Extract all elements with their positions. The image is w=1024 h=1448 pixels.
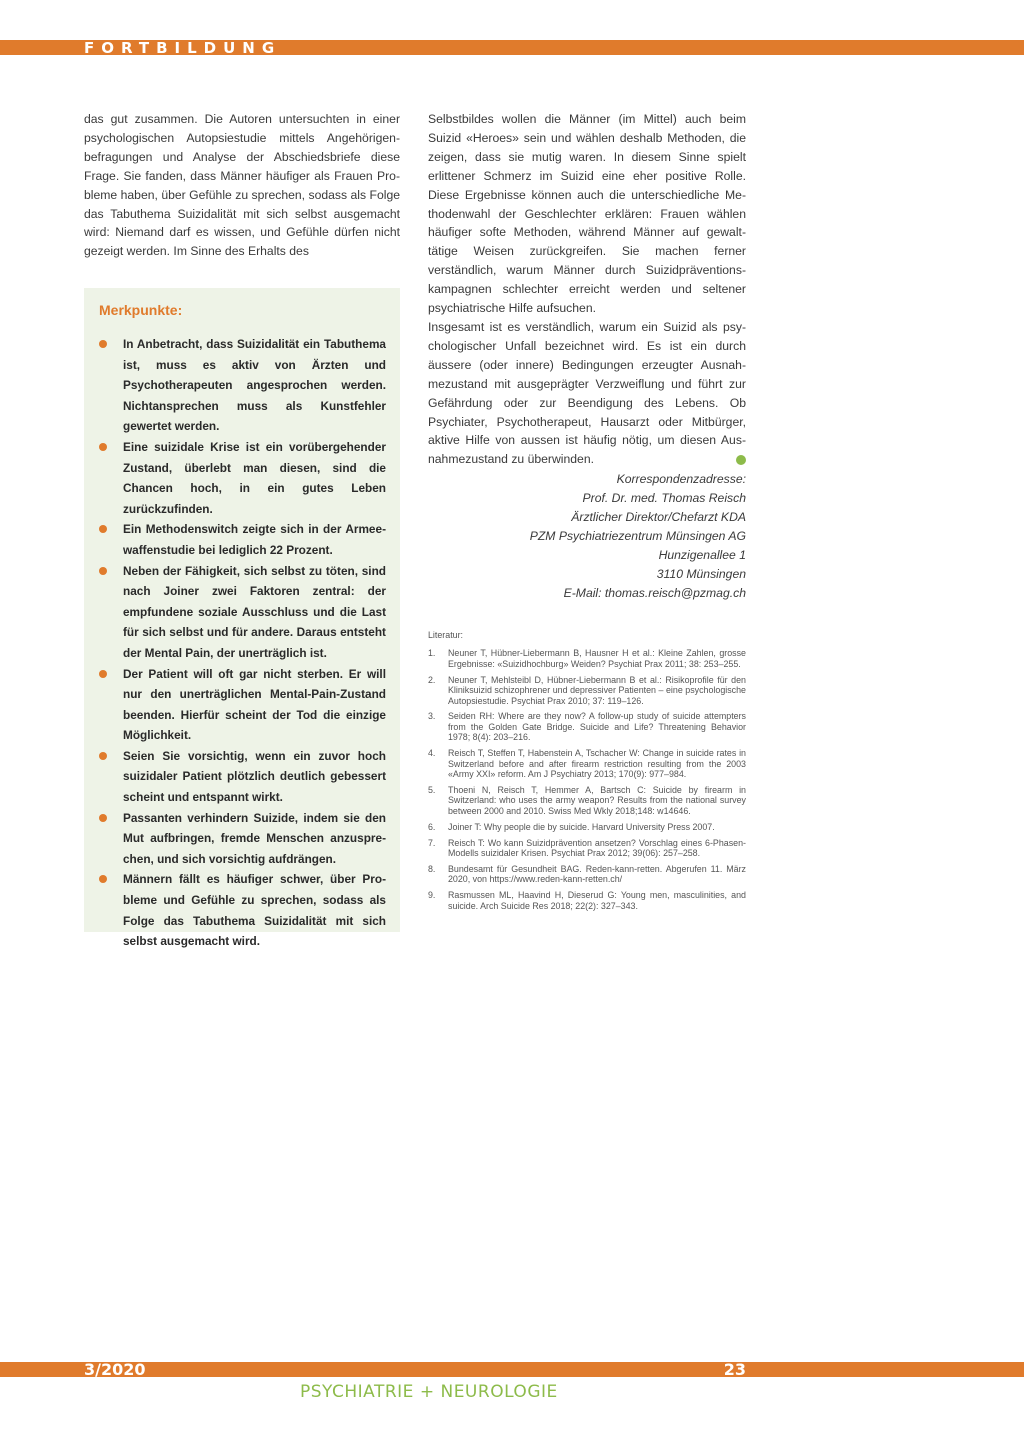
literature-item bbox=[428, 748, 746, 779]
literature-item bbox=[428, 864, 746, 885]
literature-item bbox=[428, 890, 746, 911]
literature-text: Joiner T: Why people die by suicide. Harvard University Press 2007. bbox=[448, 821, 715, 832]
literature-text: Reisch T, Steffen T, Habenstein A, Tschacher W: Change in suicide rates in Switzerland before and after firearm restriction resulting from the 2003 «Army XXI» reform. Am J Psychiatry 2013; 170(9): 977–984. bbox=[448, 748, 746, 779]
merkpunkt-item bbox=[99, 437, 386, 519]
correspondence-address bbox=[428, 470, 746, 603]
literature-text: Reisch T: Wo kann Suizidprävention ansetzen? Vorschlag eines 6-Phasen-Modells suizidaler Krisen. Psychiat Prax 2012; 39(06): 257–258. bbox=[448, 837, 746, 858]
merkpunkt-item bbox=[99, 869, 386, 951]
issue-label: 3/2020 bbox=[84, 1360, 146, 1379]
merkpunkt-item bbox=[99, 561, 386, 664]
end-marker-icon bbox=[736, 455, 746, 465]
literature-item bbox=[428, 785, 746, 816]
address-street: Hunzigenallee 1 bbox=[658, 548, 746, 562]
literature-number: 2. bbox=[428, 674, 436, 685]
literature bbox=[428, 630, 746, 916]
merkpunkt-text: Eine suizidale Krise ist ein vorübergehender Zustand, überlebt man diesen, sind die Chancen hoch, in ein gutes Leben zurückzufinden. bbox=[123, 439, 386, 516]
literature-item bbox=[428, 675, 746, 706]
literature-list bbox=[428, 648, 746, 911]
literature-number: 9. bbox=[428, 890, 436, 901]
bullet-icon bbox=[99, 752, 107, 760]
literature-text: Neuner T, Mehlsteibl D, Hübner-Liebermann B et al.: Risikoprofile für den Kliniksuizid schizophrener und depressiver Patienten – eine psychologische Autopsiestudie. Psychiat Prax 2010; 37: 119–126. bbox=[448, 674, 746, 706]
bullet-icon bbox=[99, 875, 107, 883]
journal-name: PSYCHIATRIE + NEUROLOGIE bbox=[300, 1382, 558, 1402]
literature-number: 5. bbox=[428, 784, 436, 795]
literature-text: Bundesamt für Gesundheit BAG. Reden-kann-retten. Abgerufen 11. März 2020, von https://www.reden-kann-retten.ch/ bbox=[448, 863, 746, 885]
literature-text: Thoeni N, Reisch T, Hemmer A, Bartsch C: Suicide by firearm in Switzerland: who uses the army weapon? Results from the national survey between 2000 and 2010. Swiss Med Wkly 2018;148: w14646. bbox=[448, 784, 746, 816]
literature-number: 6. bbox=[428, 821, 436, 832]
merkpunkt-text: Der Patient will oft gar nicht sterben. Er will nur den unerträglichen Mental-Pain-Zustand beenden. Hierfür scheint der Tod die einzige Möglichkeit. bbox=[123, 666, 386, 743]
address-email: E-Mail: thomas.reisch@pzmag.ch bbox=[563, 586, 746, 600]
literature-item bbox=[428, 822, 746, 832]
merkpunkt-text: In Anbetracht, dass Suizidalität ein Tabuthema ist, muss es aktiv von Ärzten und Psychotherapeuten angesprochen werden. Nichtansprechen muss als Kunstfehler gewertet werden. bbox=[123, 337, 386, 434]
page-number: 23 bbox=[723, 1360, 746, 1379]
right-paragraph-1: Selbstbildes wollen die Männer (im Mittel) auch beim Suizid «Heroes» sein und wählen deshalb Methoden, die zeigen, dass sie mutig waren. In diesem Sinne spielt erlittener Schmerz im Suizid eine eher positive Rolle. Diese Ergebnisse können auch die unterschiedliche Methodenwahl der Geschlechter erklären: Frauen wählen häufiger softe Methoden, während Männer auf gewalttätige Weisen zurückgreifen. Sie machen ferner verständlich, warum Männer durch Suizidpräventionskampagnen schlechter erreicht werden und seltener psychiatrische Hilfe aufsuchen. bbox=[428, 112, 746, 316]
merkpunkt-item bbox=[99, 808, 386, 870]
merkpunkt-item bbox=[99, 664, 386, 746]
bullet-icon bbox=[99, 567, 107, 575]
right-paragraph-2-text: Insgesamt ist es verständlich, warum ein Suizid als psychologischer Unfall bezeichnet wird. Es ist ein durch äussere (oder innere) Bedingungen erzeugter Ausnahmezustand mit ausgeprägter Verzweiflung und führt zur Gefährdung oder zur Beendigung des Lebens. Ob Psychiater, Psychotherapeut, Hausarzt oder Mitbürger, aktive Hilfe von aussen ist häufig nötig, um diesen Ausnahmezustand zu überwinden. bbox=[428, 319, 746, 467]
left-column bbox=[84, 110, 400, 261]
address-label: Korrespondenzadresse: bbox=[616, 472, 746, 486]
merkpunkte-title: Merkpunkte: bbox=[99, 302, 183, 318]
bullet-icon bbox=[99, 443, 107, 451]
literature-item bbox=[428, 711, 746, 742]
bullet-icon bbox=[99, 814, 107, 822]
merkpunkt-item bbox=[99, 334, 386, 437]
literature-text: Rasmussen ML, Haavind H, Dieserud G: Young men, masculinities, and suicide. Arch Suicide Res 2018; 22(2): 327–343. bbox=[448, 890, 746, 911]
right-column bbox=[428, 110, 746, 469]
literature-number: 4. bbox=[428, 748, 436, 759]
address-role: Ärztlicher Direktor/Chefarzt KDA bbox=[571, 510, 746, 524]
literature-item bbox=[428, 838, 746, 859]
merkpunkt-text: Passanten verhindern Suizide, indem sie den Mut aufbringen, fremde Menschen anzusprechen, und sich vorsichtig aufdrängen. bbox=[123, 810, 386, 866]
address-city: 3110 Münsingen bbox=[656, 567, 746, 581]
section-label: FORTBILDUNG bbox=[84, 39, 282, 57]
literature-text: Neuner T, Hübner-Liebermann B, Hausner H et al.: Kleine Zahlen, grosse Ergebnisse: «Suizidhochburg» Weiden? Psychiat Prax 2011; 38: 253–255. bbox=[448, 648, 746, 669]
bullet-icon bbox=[99, 525, 107, 533]
address-name: Prof. Dr. med. Thomas Reisch bbox=[582, 491, 746, 505]
address-institution: PZM Psychiatriezentrum Münsingen AG bbox=[529, 529, 746, 543]
bullet-icon bbox=[99, 670, 107, 678]
merkpunkt-text: Neben der Fähigkeit, sich selbst zu töten, sind nach Joiner zwei Faktoren zentral: der empfundene soziale Ausschluss und die Last für sich selbst und für andere. Daraus entsteht der Mental Pain, der unerträglich ist. bbox=[123, 563, 386, 660]
merkpunkt-text: Männern fällt es häufiger schwer, über Probleme und Gefühle zu sprechen, sodass als Folge das Tabuthema Suizidalität mit sich selbst ausgemacht wird. bbox=[123, 872, 386, 949]
merkpunkt-text: Ein Methodenswitch zeigte sich in der Armeewaffenstudie bei lediglich 22 Prozent. bbox=[123, 522, 386, 557]
footer-band bbox=[0, 1362, 1024, 1377]
left-paragraph: das gut zusammen. Die Autoren untersuchten in einer psychologischen Autopsiestudie mittels Angehörigenbefragungen und Analyse der Abschiedsbriefe diese Frage. Sie fanden, dass Männer häufiger als Frauen Probleme haben, über Gefühle zu sprechen, sodass als Folge das Tabuthema Suizidalität mit sich selbst ausgemacht wird: Niemand darf es wissen, und Gefühle dürfen nicht gezeigt werden. Im Sinne des Erhalts des bbox=[84, 112, 400, 259]
merkpunkt-item bbox=[99, 746, 386, 808]
bullet-icon bbox=[99, 340, 107, 348]
literature-text: Seiden RH: Where are they now? A follow-up study of suicide attempters from the Golden Gate Bridge. Suicide and Life? Threatening Behavior 1978; 8(4): 203–216. bbox=[448, 711, 746, 743]
merkpunkte-box bbox=[84, 288, 400, 949]
literature-number: 1. bbox=[428, 648, 436, 659]
literature-number: 3. bbox=[428, 711, 436, 722]
literature-title: Literatur: bbox=[428, 630, 464, 640]
right-paragraph-2 bbox=[428, 318, 746, 469]
merkpunkt-item bbox=[99, 519, 386, 560]
literature-number: 8. bbox=[428, 863, 436, 874]
merkpunkte-list bbox=[99, 334, 386, 952]
merkpunkt-text: Seien Sie vorsichtig, wenn ein zuvor hoch suizidaler Patient plötzlich deutlich gebessert scheint und entspannt wirkt. bbox=[123, 748, 386, 805]
literature-item bbox=[428, 648, 746, 669]
literature-number: 7. bbox=[428, 837, 436, 848]
